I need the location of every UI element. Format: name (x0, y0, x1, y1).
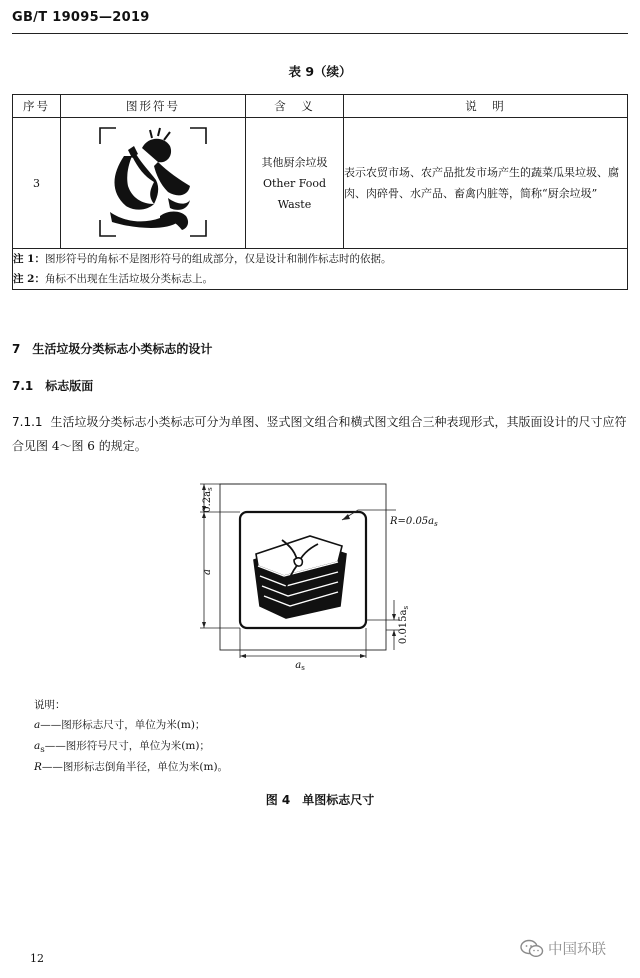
watermark (520, 938, 606, 959)
symbol-cell (61, 118, 246, 249)
section-7-1-heading (12, 377, 93, 394)
header-meaning: 含 义 (246, 95, 344, 118)
section-7-number: 7 (12, 342, 21, 356)
standard-code: GB/T 19095—2019 (12, 10, 150, 25)
figure-4-diagram (190, 480, 450, 680)
notes-cell (13, 249, 628, 290)
meaning-line-en-2: Waste (277, 197, 312, 211)
watermark-text: 中国环联 (548, 942, 606, 958)
legend-title: 说明： (34, 699, 66, 711)
dim-bottom-label: $a_s$ (295, 660, 305, 672)
legend-subscript: s (40, 745, 45, 756)
note-1-label: 注 1： (13, 253, 45, 265)
section-7-1-title: 标志版面 (45, 379, 94, 393)
paragraph-7-1-1-number: 7.1.1 (12, 415, 43, 429)
meaning-cell (246, 118, 344, 249)
symbol-table (12, 94, 628, 290)
note-1 (13, 249, 627, 269)
section-7-heading (12, 340, 212, 357)
section-7-1-number: 7.1 (12, 379, 34, 393)
row-number: 3 (13, 118, 61, 249)
dim-left-label: a (202, 569, 213, 575)
note-2 (13, 269, 627, 289)
legend-text: ——图形标志尺寸，单位为米(m)； (40, 719, 206, 731)
paragraph-7-1-1-text: 生活垃圾分类标志小类标志可分为单图、竖式图文组合和横式图文组合三种表现形式，其版面设计的尺寸应符合见图 4～图 6 的规定。 (12, 415, 627, 453)
food-waste-icon (98, 126, 208, 238)
paragraph-7-1-1 (12, 410, 628, 458)
radius-label: $R=0.05a_s$ (390, 516, 438, 528)
legend-symbol: a (34, 719, 41, 731)
page-number: 12 (30, 952, 44, 965)
note-1-text: 图形符号的角标不是图形符号的组成部分，仅是设计和制作标志时的依据。 (44, 253, 392, 265)
table-header-row (13, 95, 628, 118)
header-description: 说 明 (344, 95, 628, 118)
note-2-text: 角标不出现在生活垃圾分类标志上。 (44, 273, 213, 285)
header-number: 序号 (13, 95, 61, 118)
legend-item-a (34, 717, 205, 734)
dim-top-label: $0.2a_s$ (202, 487, 214, 513)
table-row (13, 118, 628, 249)
header-rule (12, 33, 628, 34)
description-cell: 表示农贸市场、农产品批发市场产生的蔬菜瓜果垃圾、腐肉、肉碎骨、水产品、畜禽内脏等，简称“厨余垃圾” (344, 118, 628, 249)
paper-stack-icon (254, 536, 346, 618)
legend-item-as (34, 738, 210, 755)
legend-symbol: R (34, 761, 42, 773)
legend-text: ——图形标志倒角半径，单位为米(m)。 (41, 761, 229, 773)
dim-right-label: $0.015a_s$ (398, 605, 410, 645)
legend-symbol: a (34, 740, 41, 752)
legend-item-r (34, 759, 228, 776)
note-2-label: 注 2： (13, 273, 45, 285)
meaning-line-en-1: Other Food (262, 176, 327, 190)
table-title: 表 9（续） (288, 64, 352, 79)
notes-row (13, 249, 628, 290)
wechat-icon (520, 939, 544, 959)
meaning-line-zh: 其他厨余垃圾 (261, 155, 328, 169)
header-symbol: 图形符号 (61, 95, 246, 118)
figure-caption: 图 4 单图标志尺寸 (265, 793, 375, 807)
section-7-title: 生活垃圾分类标志小类标志的设计 (32, 342, 213, 356)
legend-text: ——图形符号尺寸，单位为米(m)； (44, 740, 210, 752)
